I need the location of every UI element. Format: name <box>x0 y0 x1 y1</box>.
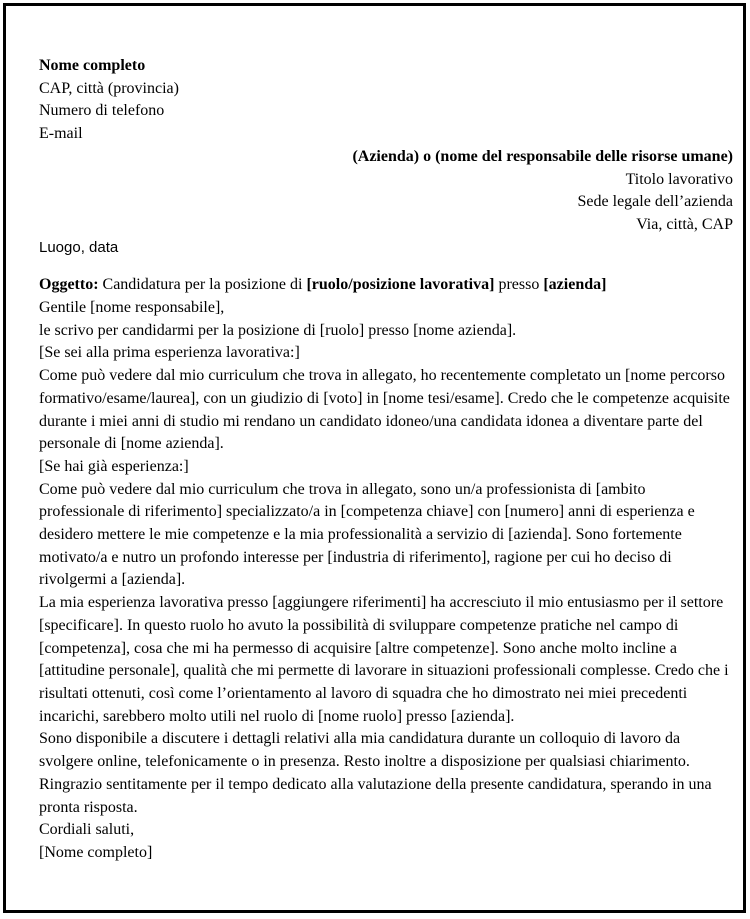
recipient-legal-seat: Sede legale dell’azienda <box>577 193 733 211</box>
body-paragraph: Come può vedere dal mio curriculum che trova in allegato, sono un/a professionista di [ambito professionale di riferimento] specializzato/a in [competenza chiave] con [numero] anni di esperienza e desidero mettere le mie competenze e la mia professionalità a servizio di [azienda]. Sono fortemente motivato/a e nutro un profondo interesse per [industria di riferimento], ragione per cui ho deciso di rivolgermi a [azienda]. <box>39 480 695 589</box>
body-paragraph: Come può vedere dal mio curriculum che trova in allegato, ho recentemente completato un [nome percorso formativo/esame/laurea], con un giudizio di [voto] in [nome tesi/esame]. Credo che le competenze acquisite durante i miei anni di studio mi rendano un candidato idoneo/una candidata idonea a diventare parte del personale di [nome azienda]. <box>39 367 730 453</box>
place-date: Luogo, data <box>39 238 119 256</box>
body-paragraph: le scrivo per candidarmi per la posizione di [ruolo] presso [nome azienda]. <box>39 321 517 339</box>
blank-line-spacer <box>39 259 733 274</box>
subject-pre-text: Candidatura per la posizione di <box>102 276 303 294</box>
letter-page <box>3 3 746 913</box>
subject-role-placeholder: [ruolo/posizione lavorativa] <box>306 276 495 294</box>
body-paragraphs <box>39 297 733 819</box>
recipient-block <box>39 146 733 237</box>
sender-block <box>39 55 733 146</box>
subject-company-placeholder: [azienda] <box>543 276 607 294</box>
body-paragraph: Sono disponibile a discutere i dettagli relativi alla mia candidatura durante un colloquio di lavoro da svolgere online, telefonicamente o in presenza. Resto inoltre a disposizione per qualsiasi chiarimento. Ringrazio sentitamente per il tempo dedicato alla valutazione della presente candidatura, sperando in una pronta risposta. <box>39 730 712 816</box>
sender-phone: Numero di telefono <box>39 102 165 120</box>
body-paragraph: [Se hai già esperienza:] <box>39 457 189 475</box>
sender-email: E-mail <box>39 125 83 143</box>
sender-name: Nome completo <box>39 57 146 74</box>
subject-mid-text: presso <box>498 276 540 294</box>
recipient-job-title: Titolo lavorativo <box>625 170 733 188</box>
recipient-company: (Azienda) o (nome del responsabile delle risorse umane) <box>352 147 733 165</box>
sender-address: CAP, città (provincia) <box>39 79 179 97</box>
subject-line <box>39 274 733 297</box>
signature-placeholder: [Nome completo] <box>39 843 153 861</box>
body-paragraph: Gentile [nome responsabile], <box>39 299 225 317</box>
body-paragraph: [Se sei alla prima esperienza lavorativa:] <box>39 344 300 362</box>
recipient-street: Via, città, CAP <box>636 215 733 233</box>
subject-label: Oggetto: <box>39 276 99 294</box>
body-paragraph: La mia esperienza lavorativa presso [aggiungere riferimenti] ha accresciuto il mio entusiasmo per il settore [specificare]. In questo ruolo ho avuto la possibilità di sviluppare competenze pratiche nel campo di [competenza], cosa che mi ha permesso di acquisire [altre competenze]. Sono anche molto incline a [attitudine personale], qualità che mi permette di lavorare in situazioni professionali complesse. Credo che i risultati ottenuti, così come l’orientamento al lavoro di squadra che ho dimostrato nei miei precedenti incarichi, sarebbero molto utili nel ruolo di [nome ruolo] presso [azienda]. <box>39 594 729 725</box>
letter-content <box>39 55 733 865</box>
closing-salutation: Cordiali saluti, <box>39 821 135 839</box>
